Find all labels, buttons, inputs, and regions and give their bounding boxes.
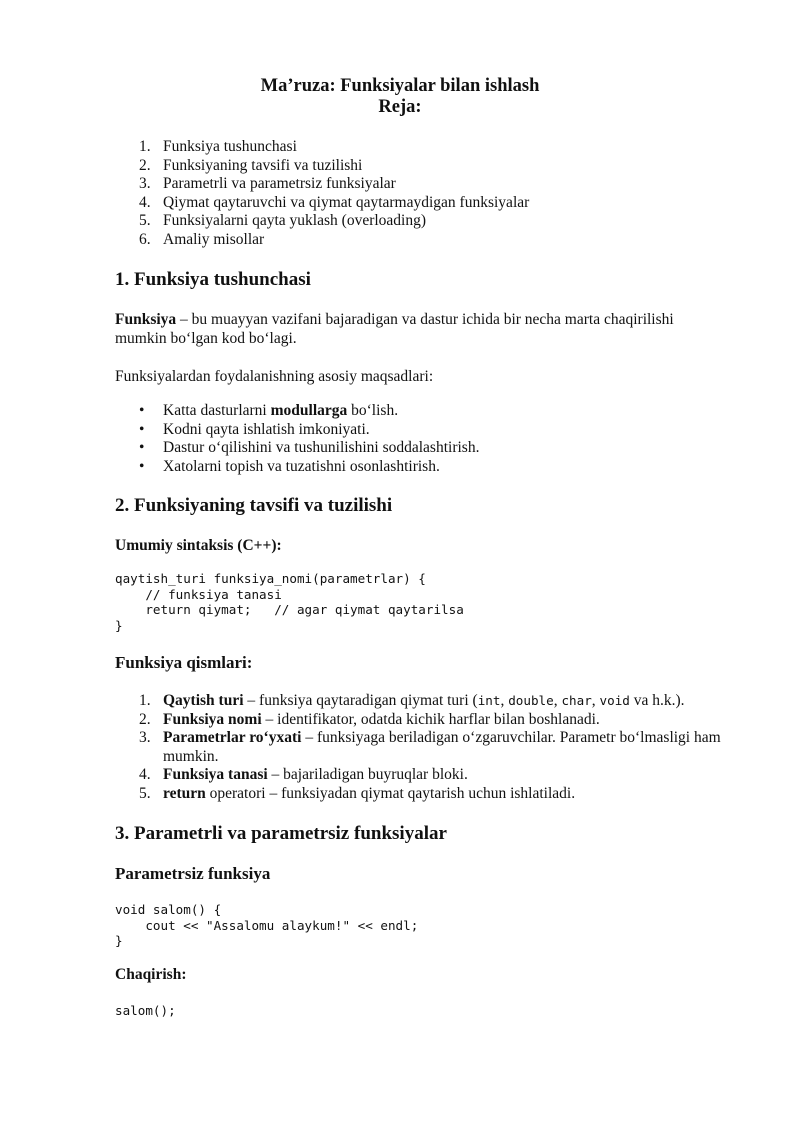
part-item — [139, 729, 729, 766]
goal-text: Katta dasturlarni — [163, 402, 271, 419]
plan-item-number: 2. — [139, 156, 151, 174]
plan-item — [139, 138, 529, 157]
plan-item — [139, 231, 529, 250]
section-1-heading: 1. Funksiya tushunchasi — [115, 269, 311, 290]
call-code-block: salom(); — [115, 1003, 176, 1018]
part-text: – bajariladigan buyruqlar bloki. — [267, 766, 468, 784]
call-label: Chaqirish: — [115, 966, 187, 983]
plan-item-text: Funksiya tushunchasi — [163, 138, 297, 155]
goals-list — [139, 402, 479, 476]
part-item — [139, 766, 729, 785]
parameterless-heading: Parametrsiz funksiya — [115, 864, 271, 883]
separator: , — [500, 692, 509, 709]
definition-text: – bu muayyan vazifani bajaradigan va dastur ichida bir necha marta chaqirilishi mumkin bo‘lgan kod bo‘lagi. — [115, 311, 674, 347]
goal-text: Dastur o‘qilishini va tushunilishini soddalashtirish. — [163, 439, 480, 457]
definition-term: Funksiya — [115, 311, 177, 328]
plan-item — [139, 175, 529, 194]
plan-item-number: 4. — [139, 193, 151, 211]
type-code: void — [599, 693, 630, 708]
goals-intro: Funksiyalardan foydalanishning asosiy maqsadlari: — [115, 368, 434, 385]
plan-item-text: Parametrli va parametrsiz funksiyalar — [163, 175, 396, 193]
type-code: int — [477, 693, 501, 708]
part-number: 3. — [139, 729, 151, 747]
bullet-icon: • — [139, 439, 145, 457]
goal-item — [139, 439, 479, 458]
part-text: operatori – funksiyadan qiymat qaytarish uchun ishlatiladi. — [205, 784, 576, 802]
part-number: 4. — [139, 766, 151, 784]
section-2-heading: 2. Funksiyaning tavsifi va tuzilishi — [115, 495, 393, 516]
part-number: 2. — [139, 710, 151, 728]
parts-heading: Funksiya qismlari: — [115, 653, 253, 672]
separator: , — [591, 692, 600, 709]
part-text: – funksiyaga beriladigan o‘zgaruvchilar. Parametr bo‘lmasligi ham mumkin. — [163, 729, 721, 765]
plan-item-text: Funksiyalarni qayta yuklash (overloading) — [163, 212, 427, 230]
plan-item-number: 6. — [139, 230, 151, 248]
part-number: 5. — [139, 784, 151, 802]
bullet-icon: • — [139, 402, 145, 419]
syntax-code-block: qaytish_turi funksiya_nomi(parametrlar) { // funksiya tanasi return qiymat; // agar qiymat qaytarilsa } — [115, 571, 464, 633]
type-code: double — [508, 693, 554, 708]
goal-item — [139, 402, 479, 421]
goal-item — [139, 421, 479, 440]
separator: , — [553, 692, 562, 709]
part-term: Funksiya tanasi — [163, 766, 268, 784]
plan-item-number: 5. — [139, 212, 151, 230]
bullet-icon: • — [139, 420, 145, 438]
plan-title: Reja: — [378, 97, 422, 117]
goal-text: bo‘lish. — [347, 402, 399, 419]
part-term: return — [163, 784, 206, 802]
part-item — [139, 692, 729, 711]
plan-item — [139, 194, 529, 213]
section-3-heading: 3. Parametrli va parametrsiz funksiyalar — [115, 823, 447, 844]
part-text: va h.k.). — [629, 692, 685, 709]
part-term: Funksiya nomi — [163, 710, 262, 728]
part-item — [139, 711, 729, 730]
function-definition — [115, 310, 715, 348]
plan-item-number: 1. — [139, 138, 151, 155]
syntax-label: Umumiy sintaksis (C++): — [115, 537, 282, 554]
part-text: – identifikator, odatda kichik harflar bilan boshlanadi. — [261, 710, 600, 728]
plan-item-number: 3. — [139, 175, 151, 193]
plan-item-text: Qiymat qaytaruvchi va qiymat qaytarmaydigan funksiyalar — [163, 193, 530, 211]
plan-item-text: Funksiyaning tavsifi va tuzilishi — [163, 156, 363, 174]
plan-item-text: Amaliy misollar — [163, 230, 265, 248]
salom-code-block: void salom() { cout << "Assalomu alaykum!" << endl; } — [115, 902, 419, 948]
goal-emphasis: modullarga — [270, 402, 348, 419]
lecture-title: Ma’ruza: Funksiyalar bilan ishlash — [260, 76, 540, 96]
plan-list — [139, 138, 529, 250]
goal-text: Kodni qayta ishlatish imkoniyati. — [163, 420, 370, 438]
part-term: Parametrlar ro‘yxati — [163, 729, 302, 747]
document-title — [0, 76, 800, 118]
plan-item — [139, 212, 529, 231]
part-text: – funksiya qaytaradigan qiymat turi ( — [243, 692, 478, 709]
parts-list — [139, 692, 729, 804]
type-code: char — [561, 693, 592, 708]
goal-text: Xatolarni topish va tuzatishni osonlashtirish. — [163, 457, 440, 475]
part-item — [139, 785, 729, 804]
plan-item — [139, 157, 529, 176]
part-number: 1. — [139, 692, 151, 709]
bullet-icon: • — [139, 457, 145, 475]
goal-item — [139, 458, 479, 477]
part-term: Qaytish turi — [163, 692, 244, 709]
